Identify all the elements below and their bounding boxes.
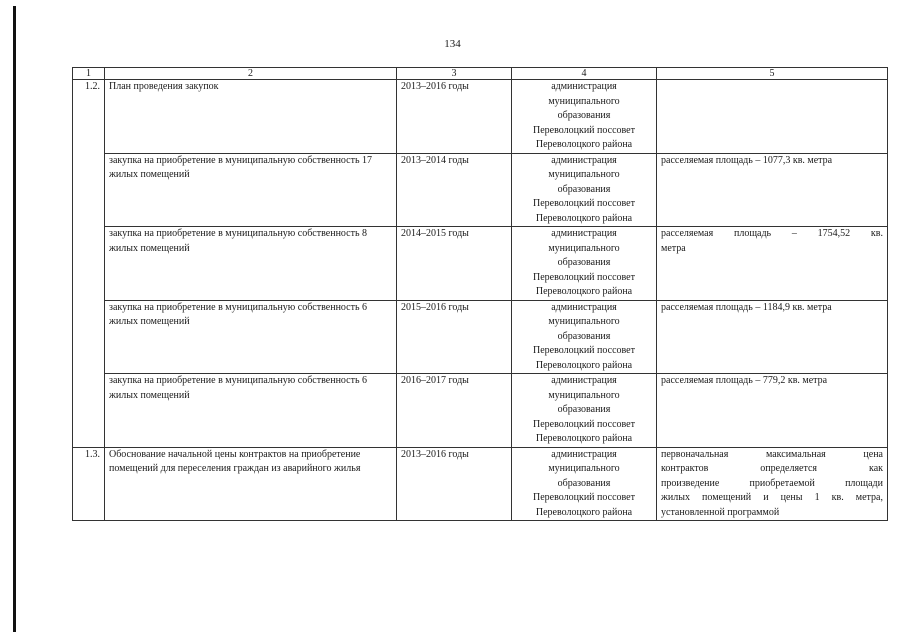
result-line: расселяемая площадь – 779,2 кв. метра bbox=[661, 375, 828, 386]
item-number: 1.3. bbox=[73, 447, 105, 521]
header-col-1: 1 bbox=[73, 68, 105, 80]
executor-line: Переволоцкого района bbox=[535, 359, 633, 371]
executor-line: Переволоцкий поссовет bbox=[533, 345, 635, 356]
executor-line: муниципального bbox=[548, 242, 620, 254]
executor-line: Переволоцкого района bbox=[535, 139, 633, 150]
expected-result bbox=[657, 80, 888, 154]
result-line: расселяемая площадь – 1754,52 кв. bbox=[661, 228, 883, 239]
table-row bbox=[73, 153, 888, 227]
implementation-period: 2016–2017 годы bbox=[397, 374, 512, 448]
table-row bbox=[73, 80, 888, 154]
executor-line: муниципального bbox=[548, 389, 620, 401]
executor-line: администрация bbox=[551, 228, 617, 239]
measure-name: закупка на приобретение в муниципальную собственность 17 жилых помещений bbox=[105, 153, 397, 227]
executor-line: администрация bbox=[551, 448, 617, 460]
header-col-2: 2 bbox=[105, 68, 397, 80]
expected-result bbox=[657, 153, 888, 227]
implementation-period: 2015–2016 годы bbox=[397, 300, 512, 374]
executor-line: администрация bbox=[551, 301, 617, 313]
responsible-executor bbox=[512, 153, 657, 227]
result-line: жилых помещений и цены 1 кв. метра, bbox=[661, 492, 883, 503]
measure-name: закупка на приобретение в муниципальную собственность 8 жилых помещений bbox=[105, 227, 397, 301]
measure-name: План проведения закупок bbox=[105, 80, 397, 154]
executor-line: образования bbox=[557, 110, 611, 121]
responsible-executor bbox=[512, 80, 657, 154]
implementation-period: 2013–2016 годы bbox=[397, 80, 512, 154]
executor-line: Переволоцкий поссовет bbox=[533, 124, 635, 136]
table-row bbox=[73, 374, 888, 448]
measure-name: Обоснование начальной цены контрактов на приобретение помещений для переселения граждан из аварийного жилья bbox=[105, 447, 397, 521]
executor-line: администрация bbox=[551, 81, 617, 92]
executor-line: Переволоцкого района bbox=[535, 433, 633, 444]
executor-line: образования bbox=[557, 257, 611, 268]
executor-line: образования bbox=[557, 404, 611, 415]
expected-result bbox=[657, 447, 888, 521]
header-col-3: 3 bbox=[397, 68, 512, 80]
result-line: контрактов определяется как bbox=[661, 463, 883, 474]
expected-result bbox=[657, 300, 888, 374]
responsible-executor bbox=[512, 447, 657, 521]
header-col-4: 4 bbox=[512, 68, 657, 80]
executor-line: образования bbox=[557, 183, 611, 195]
executor-line: муниципального bbox=[548, 169, 620, 180]
implementation-period: 2014–2015 годы bbox=[397, 227, 512, 301]
result-line: произведение приобретаемой площади bbox=[661, 477, 883, 489]
table-body bbox=[73, 80, 888, 521]
executor-line: образования bbox=[557, 330, 611, 342]
implementation-period: 2013–2014 годы bbox=[397, 153, 512, 227]
executor-line: муниципального bbox=[548, 95, 620, 107]
responsible-executor bbox=[512, 300, 657, 374]
result-line: метра bbox=[661, 242, 686, 254]
table-row bbox=[73, 227, 888, 301]
executor-line: Переволоцкий поссовет bbox=[533, 198, 635, 209]
executor-line: Переволоцкий поссовет bbox=[533, 492, 635, 503]
result-line: расселяемая площадь – 1077,3 кв. метра bbox=[661, 154, 833, 166]
table-row bbox=[73, 447, 888, 521]
responsible-executor bbox=[512, 227, 657, 301]
table-row bbox=[73, 300, 888, 374]
result-line: установленной программой bbox=[661, 506, 780, 518]
responsible-executor bbox=[512, 374, 657, 448]
executor-line: образования bbox=[557, 477, 611, 489]
executor-line: Переволоцкого района bbox=[535, 212, 633, 224]
measure-name: закупка на приобретение в муниципальную собственность 6 жилых помещений bbox=[105, 300, 397, 374]
executor-line: муниципального bbox=[548, 463, 620, 474]
item-number: 1.2. bbox=[73, 80, 105, 448]
page-number: 134 bbox=[444, 38, 461, 50]
expected-result bbox=[657, 227, 888, 301]
expected-result bbox=[657, 374, 888, 448]
header-col-5: 5 bbox=[657, 68, 888, 80]
executor-line: муниципального bbox=[548, 316, 620, 327]
binding-edge-line bbox=[13, 6, 16, 632]
program-measures-table bbox=[72, 67, 888, 521]
executor-line: Переволоцкий поссовет bbox=[533, 418, 635, 430]
executor-line: Переволоцкого района bbox=[535, 286, 633, 297]
result-line: первоначальная максимальная цена bbox=[661, 448, 883, 460]
executor-line: администрация bbox=[551, 154, 617, 166]
table-header-row bbox=[73, 68, 888, 80]
implementation-period: 2013–2016 годы bbox=[397, 447, 512, 521]
measure-name: закупка на приобретение в муниципальную собственность 6 жилых помещений bbox=[105, 374, 397, 448]
executor-line: Переволоцкий поссовет bbox=[533, 271, 635, 283]
result-line: расселяемая площадь – 1184,9 кв. метра bbox=[661, 301, 832, 313]
executor-line: администрация bbox=[551, 375, 617, 386]
executor-line: Переволоцкого района bbox=[535, 506, 633, 518]
